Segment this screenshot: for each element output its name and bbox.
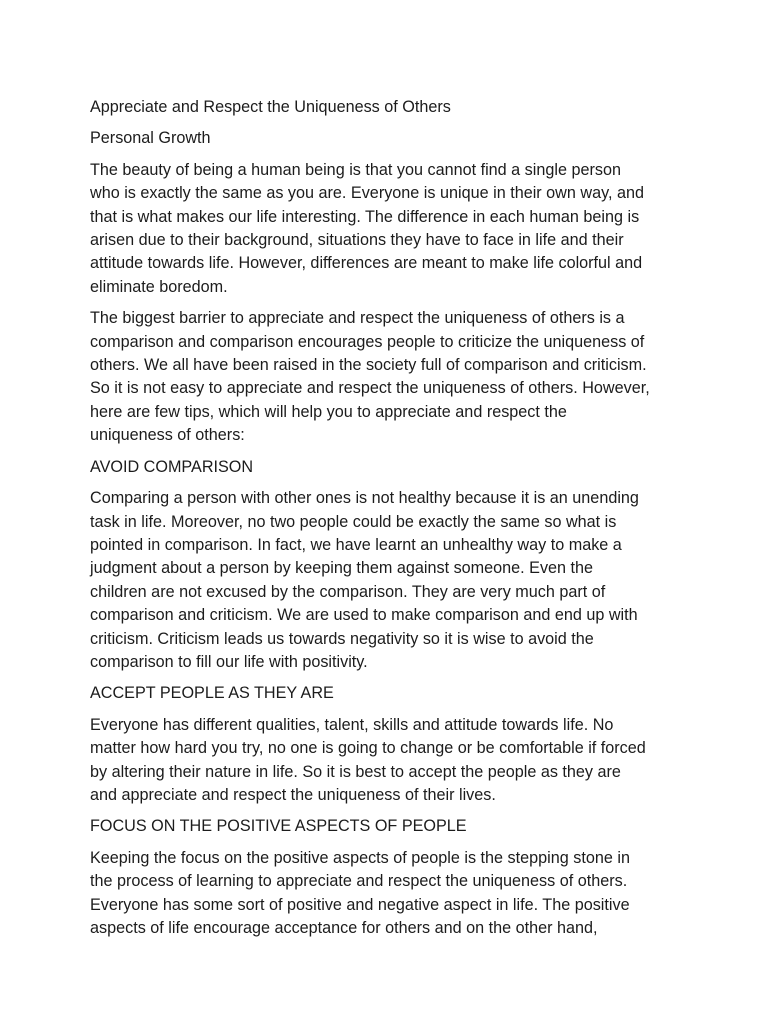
paragraph-line: eliminate boredom. xyxy=(90,277,228,296)
section-heading: FOCUS ON THE POSITIVE ASPECTS OF PEOPLE xyxy=(90,817,467,836)
paragraph-line: Keeping the focus on the positive aspects of people is the stepping stone in xyxy=(90,848,630,867)
paragraph xyxy=(90,714,690,808)
section-heading: ACCEPT PEOPLE AS THEY ARE xyxy=(90,684,334,703)
document-category: Personal Growth xyxy=(90,129,211,148)
paragraph-line: task in life. Moreover, no two people could be exactly the same so what is xyxy=(90,512,617,531)
paragraph-line: by altering their nature in life. So it is best to accept the people as they are xyxy=(90,762,621,781)
paragraph-line: children are not excused by the comparison. They are very much part of xyxy=(90,582,606,601)
paragraph-line: aspects of life encourage acceptance for others and on the other hand, xyxy=(90,919,598,937)
paragraph-line: So it is not easy to appreciate and respect the uniqueness of others. However, xyxy=(90,379,650,398)
paragraph-line: attitude towards life. However, differences are meant to make life colorful and xyxy=(90,254,643,273)
paragraph-line: Everyone has different qualities, talent, skills and attitude towards life. No xyxy=(90,715,614,734)
paragraph-line: arisen due to their background, situations they have to face in life and their xyxy=(90,231,624,250)
paragraph-line: judgment about a person by keeping them against someone. Even the xyxy=(90,559,594,578)
paragraph-line: criticism. Criticism leads us towards negativity so it is wise to avoid the xyxy=(90,629,594,648)
paragraph-line: Everyone has some sort of positive and negative aspect in life. The positive xyxy=(90,895,630,914)
paragraph-line: and appreciate and respect the uniqueness of their lives. xyxy=(90,785,496,804)
paragraph xyxy=(90,847,690,941)
paragraph-line: others. We all have been raised in the society full of comparison and criticism. xyxy=(90,356,647,375)
paragraph-line: comparison and comparison encourages people to criticize the uniqueness of xyxy=(90,332,645,351)
paragraph xyxy=(90,487,690,674)
section-heading: AVOID COMPARISON xyxy=(90,457,254,476)
document-page xyxy=(90,96,690,948)
paragraph-line: matter how hard you try, no one is going to change or be comfortable if forced xyxy=(90,739,646,758)
paragraph xyxy=(90,159,690,299)
paragraph-line: The biggest barrier to appreciate and respect the uniqueness of others is a xyxy=(90,309,625,328)
paragraph-line: the process of learning to appreciate and respect the uniqueness of others. xyxy=(90,872,628,891)
paragraph-line: here are few tips, which will help you to appreciate and respect the xyxy=(90,402,567,421)
paragraph-line: comparison and criticism. We are used to make comparison and end up with xyxy=(90,606,638,625)
document-body xyxy=(90,159,690,941)
document-title: Appreciate and Respect the Uniqueness of Others xyxy=(90,98,451,116)
paragraph-line: comparison to fill our life with positivity. xyxy=(90,652,368,671)
paragraph-line: pointed in comparison. In fact, we have learnt an unhealthy way to make a xyxy=(90,535,622,554)
paragraph-line: who is exactly the same as you are. Everyone is unique in their own way, and xyxy=(90,184,644,203)
paragraph-line: The beauty of being a human being is that you cannot find a single person xyxy=(90,160,621,179)
paragraph xyxy=(90,307,690,447)
paragraph-line: that is what makes our life interesting. The difference in each human being is xyxy=(90,207,640,226)
paragraph-line: Comparing a person with other ones is not healthy because it is an unending xyxy=(90,489,639,508)
paragraph-line: uniqueness of others: xyxy=(90,426,245,445)
